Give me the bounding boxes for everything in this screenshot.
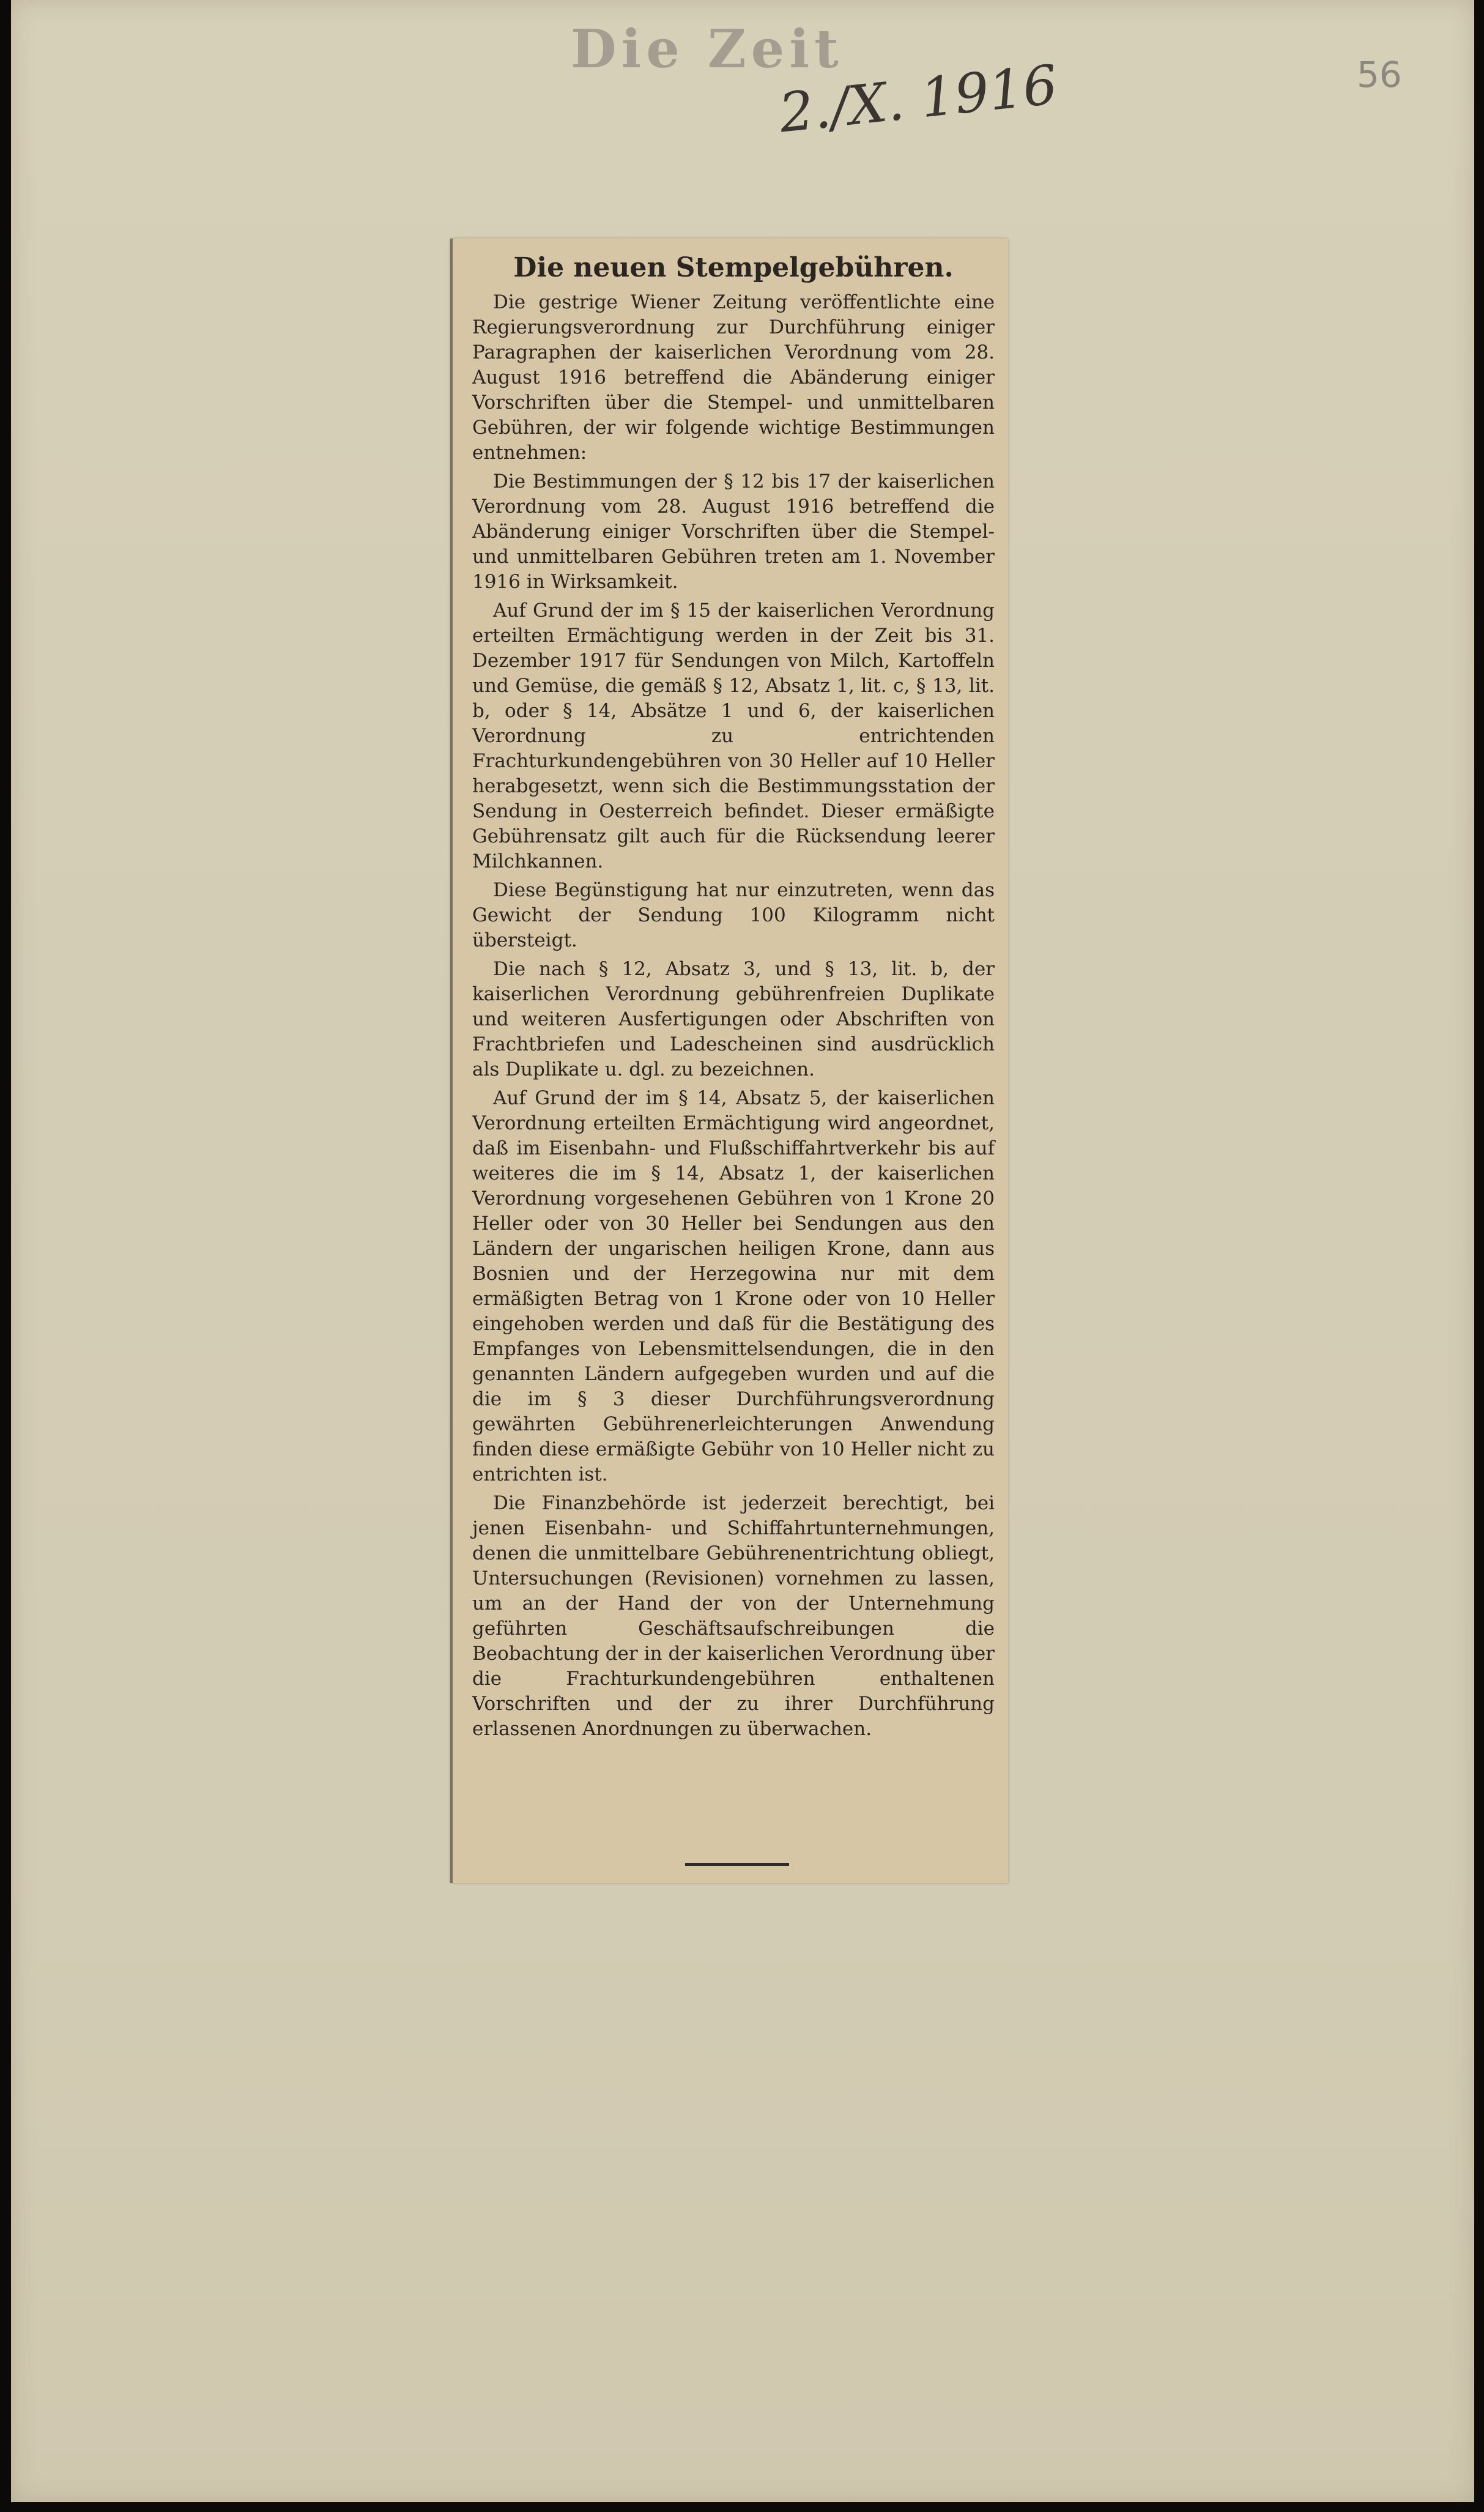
newspaper-stamp: Die Zeit	[571, 18, 844, 80]
article-title: Die neuen Stempelgebühren.	[513, 252, 954, 283]
page-number: 56	[1357, 54, 1402, 95]
article-paragraph: Auf Grund der im § 14, Absatz 5, der kaiserlichen Verordnung erteilten Ermächtigung wird angeordnet, daß im Eisenbahn- und Flußschiffahrtverkehr bis auf weiteres die im § 14, Absatz 1, der kaiserlichen Verordnung vorgesehenen Gebühren von 1 Krone 20 Heller oder von 30 Heller bei Sendungen aus den Ländern der ungarischen heiligen Krone, dann aus Bosnien und der Herzegowina nur mit dem ermäßigten Betrag von 1 Krone oder von 10 Heller eingehoben werden und daß für die Bestätigung des Empfanges von Lebensmittelsendungen, die in den genannten Ländern aufgegeben wurden und auf die die im § 3 dieser Durchführungsverordnung gewährten Gebührenerleichterungen Anwendung finden diese ermäßigte Gebühr von 10 Heller nicht zu entrichten ist.	[472, 1087, 995, 1485]
article-paragraph: Die Finanzbehörde ist jederzeit berechtigt, bei jenen Eisenbahn- und Schiffahrtunternehmungen, denen die unmittelbare Gebührenentrichtung obliegt, Untersuchungen (Revisionen) vornehmen zu lassen, um an der Hand der von der Unternehmung geführten Geschäftsaufschreibungen die Beobachtung der in der kaiserlichen Verordnung über die Frachturkundengebühren enthaltenen Vorschriften und der zu ihrer Durchführung erlassenen Anordnungen zu überwachen.	[472, 1492, 995, 1740]
archive-sheet	[11, 0, 1474, 2502]
article-paragraph: Die nach § 12, Absatz 3, und § 13, lit. b, der kaiserlichen Verordnung gebührenfreien Duplikate und weiteren Ausfertigungen oder Abschriften von Frachtbriefen und Ladescheinen sind ausdrücklich als Duplikate u. dgl. zu bezeichnen.	[472, 958, 995, 1080]
newspaper-clipping	[450, 239, 1008, 1883]
article-paragraph: Die gestrige Wiener Zeitung veröffentlichte eine Regierungsverordnung zur Durchführung einiger Paragraphen der kaiserlichen Verordnung vom 28. August 1916 betreffend die Abänderung einiger Vorschriften über die Stempel- und unmittelbaren Gebühren, der wir folgende wichtige Bestimmungen entnehmen:	[472, 291, 995, 464]
end-rule	[685, 1863, 789, 1866]
article-body	[472, 290, 995, 1742]
article-paragraph: Diese Begünstigung hat nur einzutreten, wenn das Gewicht der Sendung 100 Kilogramm nicht übersteigt.	[472, 879, 995, 951]
handwritten-date: 2./X. 1916	[776, 53, 1061, 145]
article-paragraph: Die Bestimmungen der § 12 bis 17 der kaiserlichen Verordnung vom 28. August 1916 betreffend die Abänderung einiger Vorschriften über die Stempel- und unmittelbaren Gebühren treten am 1. November 1916 in Wirksamkeit.	[472, 470, 995, 593]
article-paragraph: Auf Grund der im § 15 der kaiserlichen Verordnung erteilten Ermächtigung werden in der Zeit bis 31. Dezember 1917 für Sendungen von Milch, Kartoffeln und Gemüse, die gemäß § 12, Absatz 1, lit. c, § 13, lit. b, oder § 14, Absätze 1 und 6, der kaiserlichen Verordnung zu entrichtenden Frachturkundengebühren von 30 Heller auf 10 Heller herabgesetzt, wenn sich die Bestimmungsstation der Sendung in Oesterreich befindet. Dieser ermäßigte Gebührensatz gilt auch für die Rücksendung leerer Milchkannen.	[472, 600, 995, 872]
